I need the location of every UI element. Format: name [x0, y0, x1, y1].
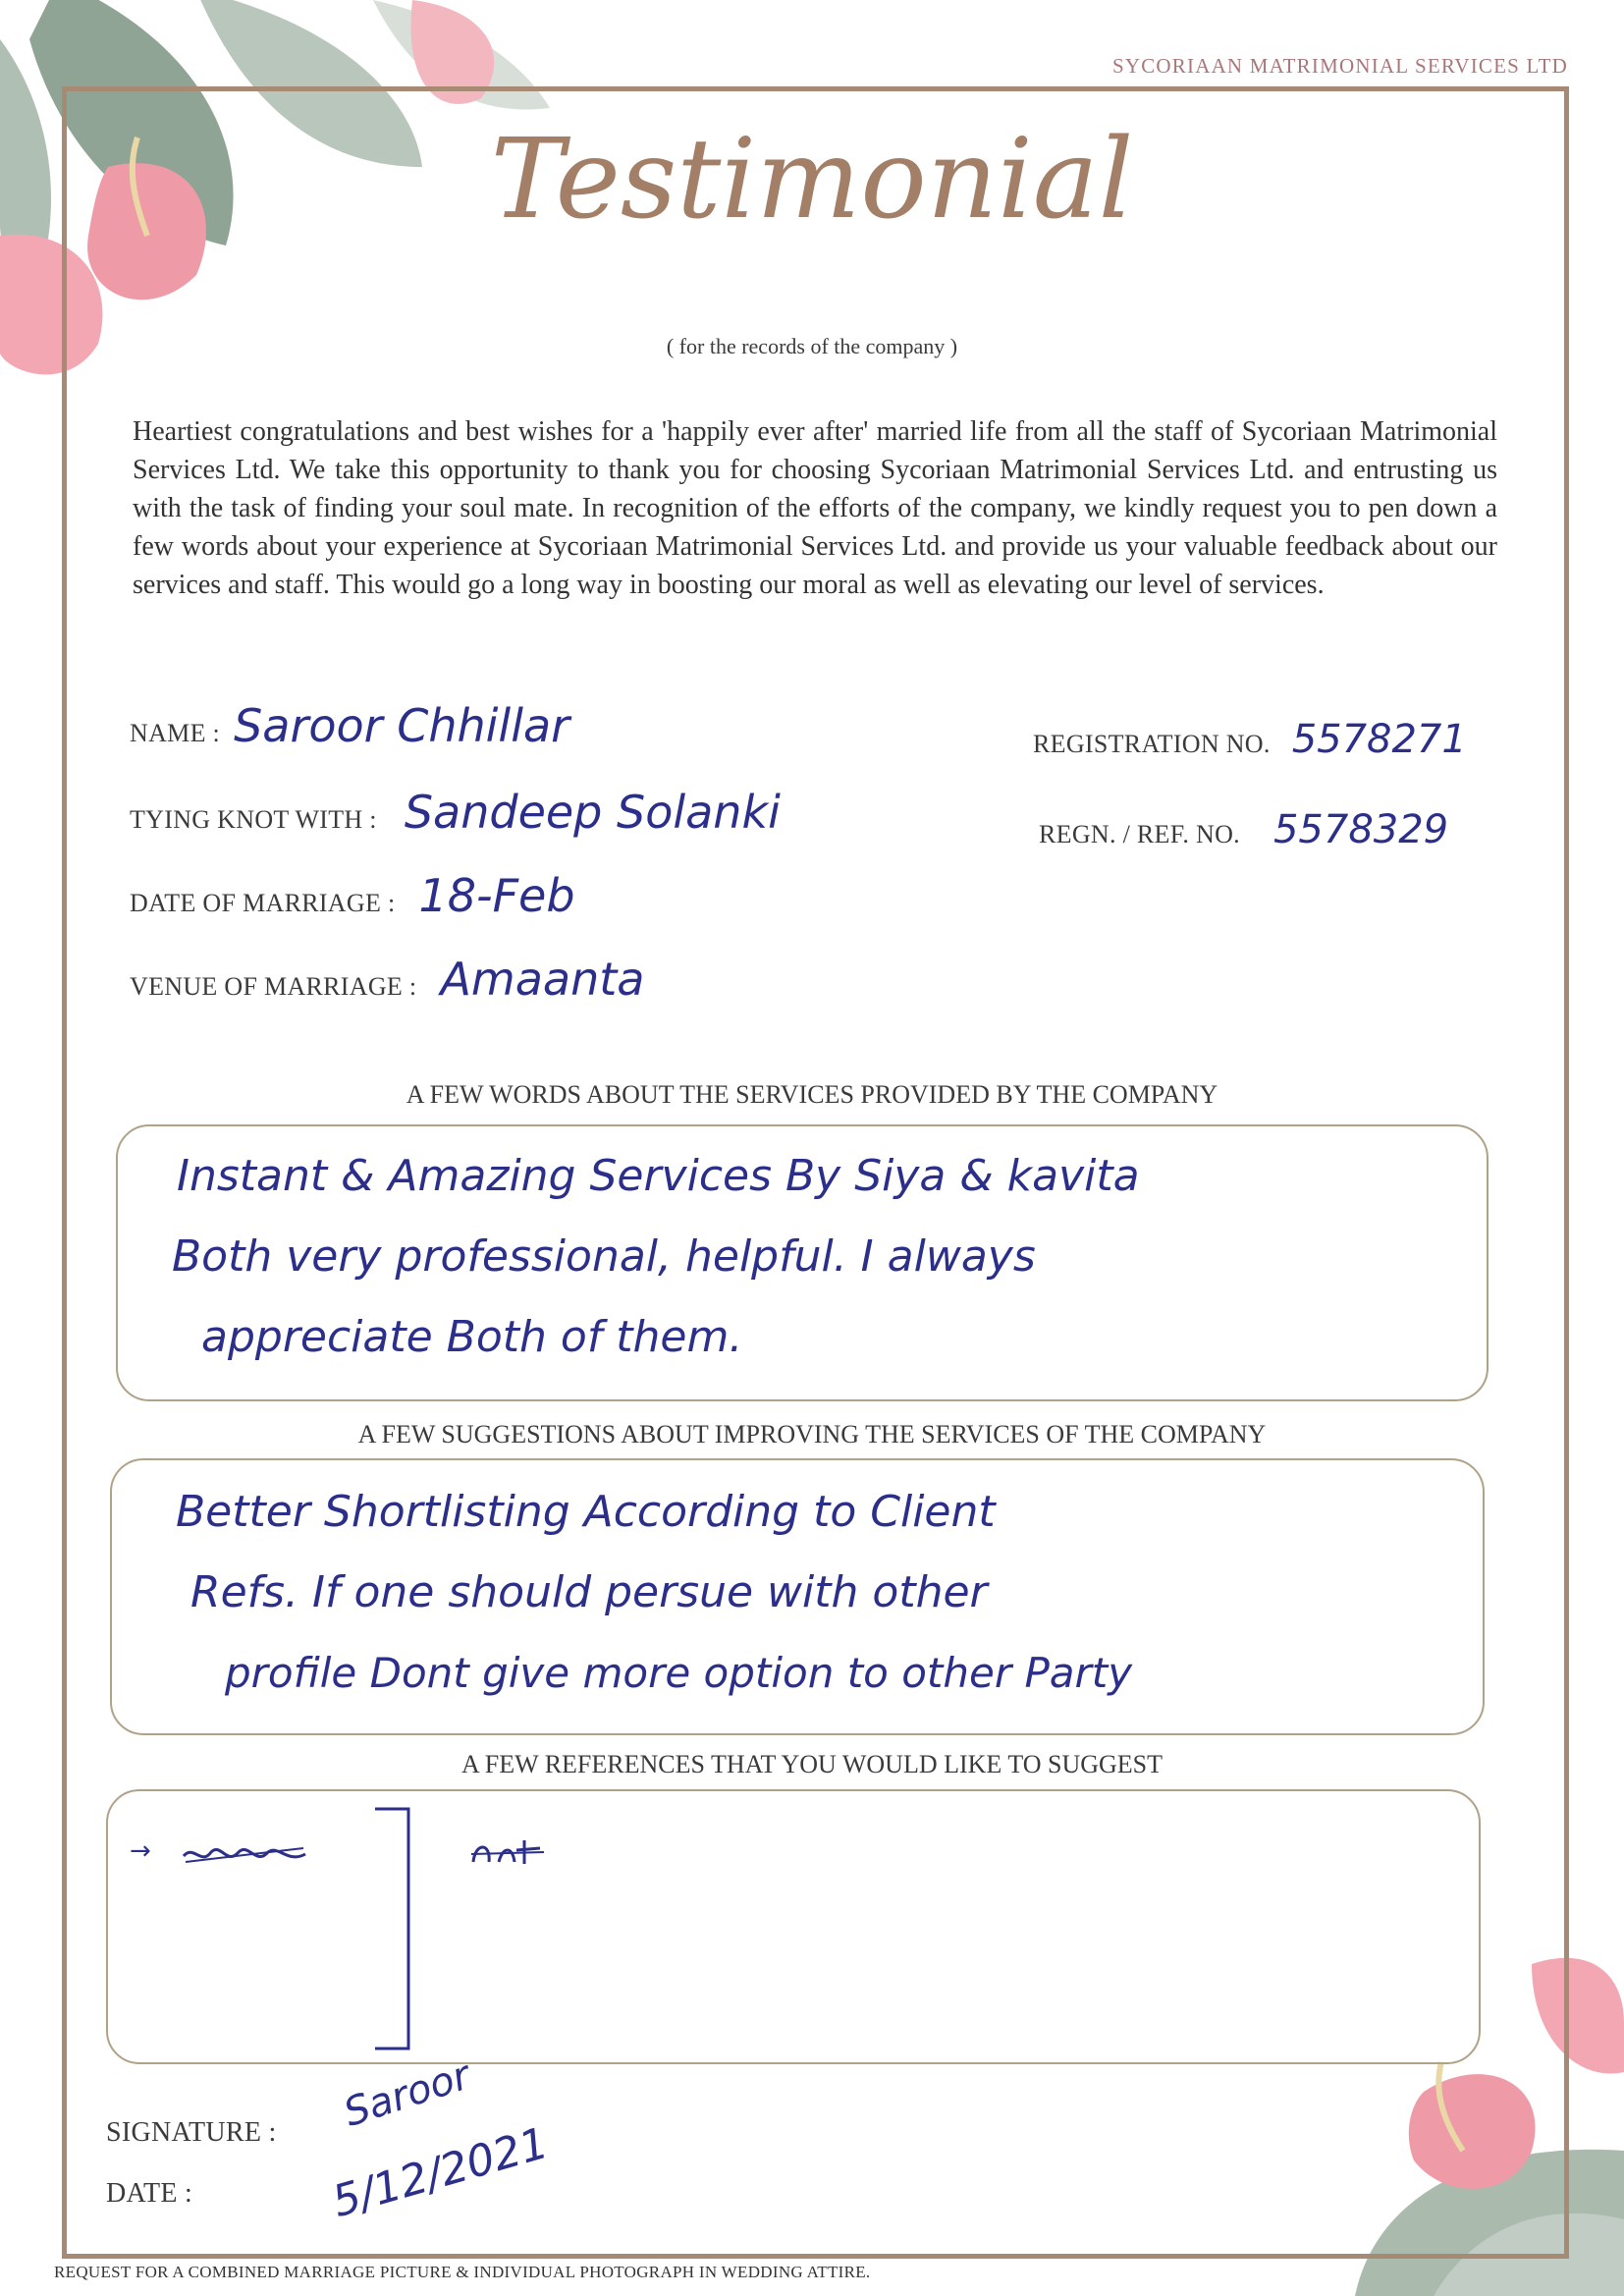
- intro-paragraph: Heartiest congratulations and best wishes for a 'happily ever after' married life from all the staff of Sycoriaan Matrimonial Services Ltd. We take this opportunity to thank you for choosing Sycoriaan Matrimonial Services Ltd. and entrusting us with the task of finding your soul mate. In recognition of the efforts of the company, we kindly request you to pen down a few words about your experience at Sycoriaan Matrimonial Services Ltd. and provide us your valuable feedback about our services and staff. This would go a long way in boosting our moral as well as elevating our level of services.: [133, 416, 1497, 600]
- references-box: [106, 1789, 1481, 2064]
- scribble-mark: [469, 1836, 548, 1868]
- ref-label: REGN. / REF. NO.: [1039, 820, 1240, 848]
- arrow-mark: →: [130, 1836, 151, 1866]
- services-line: Both very professional, helpful. I always: [172, 1231, 1036, 1282]
- name-field: [130, 699, 569, 752]
- services-heading: A FEW WORDS ABOUT THE SERVICES PROVIDED BY THE COMPANY: [406, 1080, 1218, 1109]
- footer-note: REQUEST FOR A COMBINED MARRIAGE PICTURE & INDIVIDUAL PHOTOGRAPH IN WEDDING ATTIRE.: [54, 2263, 871, 2281]
- registration-value: 5578271: [1291, 717, 1467, 762]
- ref-value: 5578329: [1272, 807, 1449, 852]
- tying-knot-label: TYING KNOT WITH :: [130, 805, 377, 834]
- registration-field: [1033, 717, 1467, 762]
- venue-field: [130, 953, 644, 1006]
- tying-knot-field: [130, 786, 781, 839]
- date-of-marriage-value: 18-Feb: [418, 869, 575, 922]
- suggestions-line: Better Shortlisting According to Client: [176, 1487, 996, 1537]
- company-name: SYCORIAAN MATRIMONIAL SERVICES LTD: [1111, 54, 1568, 78]
- date-of-marriage-label: DATE OF MARRIAGE :: [130, 889, 396, 917]
- signature-value: Saroor: [338, 2052, 476, 2136]
- scribble-mark: [182, 1840, 309, 1870]
- venue-value: Amaanta: [440, 953, 645, 1006]
- bracket-line: [373, 1807, 412, 2052]
- services-box: [116, 1124, 1489, 1401]
- tying-knot-value: Sandeep Solanki: [404, 786, 781, 839]
- name-value: Saroor Chhillar: [234, 699, 570, 752]
- services-line: Instant & Amazing Services By Siya & kavita: [177, 1151, 1140, 1201]
- references-heading: A FEW REFERENCES THAT YOU WOULD LIKE TO SUGGEST: [460, 1750, 1164, 1778]
- date-value: 5/12/2021: [326, 2117, 554, 2228]
- suggestions-heading: A FEW SUGGESTIONS ABOUT IMPROVING THE SERVICES OF THE COMPANY: [357, 1420, 1267, 1449]
- suggestions-box: [110, 1458, 1485, 1735]
- ref-field: [1039, 807, 1448, 852]
- date-of-marriage-field: [130, 869, 575, 922]
- venue-label: VENUE OF MARRIAGE :: [130, 972, 417, 1001]
- page-subtitle: ( for the records of the company ): [666, 334, 958, 358]
- registration-label: REGISTRATION NO.: [1033, 730, 1271, 758]
- name-label: NAME :: [130, 719, 221, 747]
- signature-label: SIGNATURE :: [106, 2117, 277, 2148]
- suggestions-line: Refs. If one should persue with other: [190, 1567, 988, 1617]
- suggestions-line: profile Dont give more option to other Party: [225, 1649, 1133, 1697]
- page-title: Testimonial: [490, 116, 1134, 244]
- date-label: DATE :: [106, 2178, 193, 2209]
- services-line: appreciate Both of them.: [201, 1312, 743, 1362]
